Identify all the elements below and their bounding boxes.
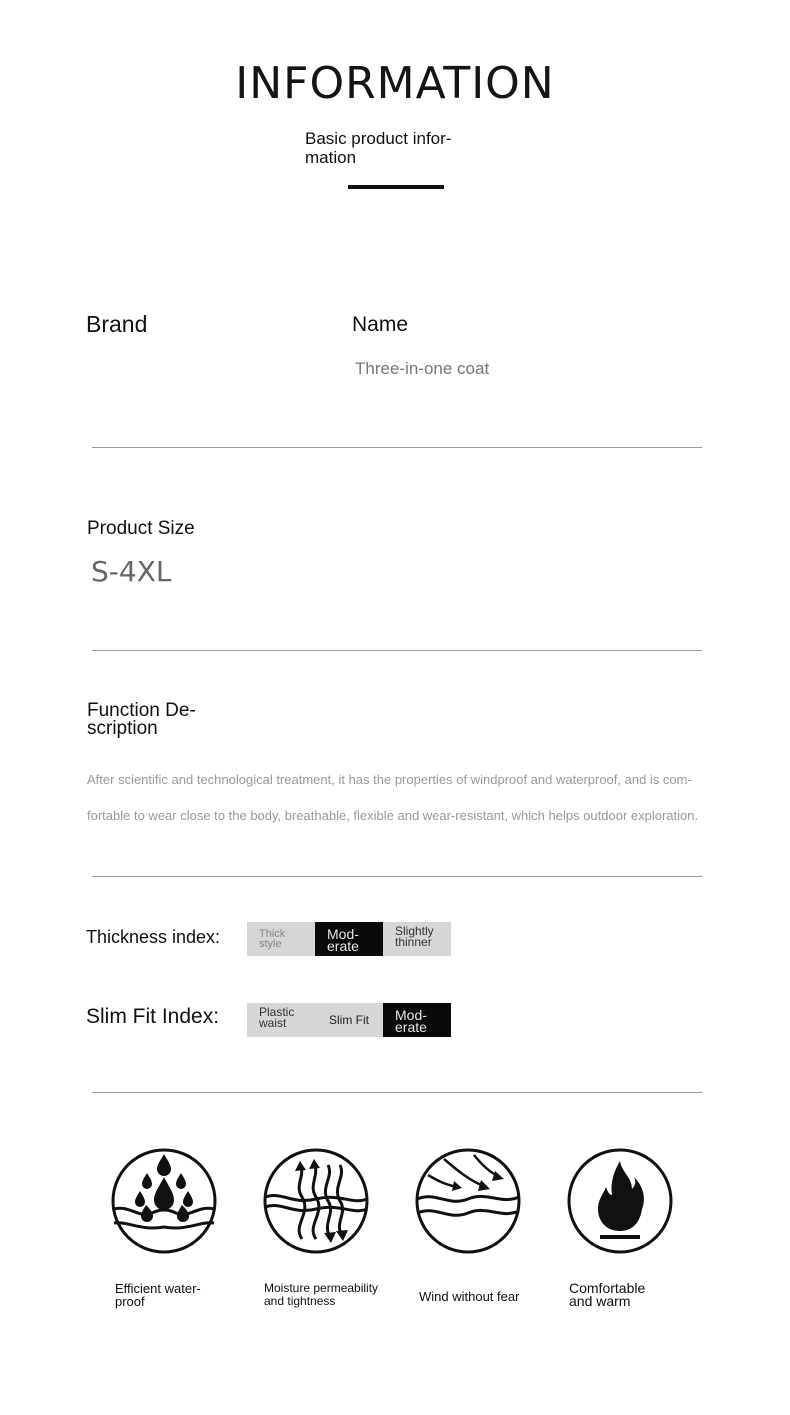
divider — [92, 650, 702, 651]
product-size-label: Product Size — [87, 518, 195, 539]
moisture-permeability-icon — [262, 1147, 370, 1255]
slim-fit-option-moderate-selected: Mod-erate — [383, 1003, 451, 1037]
thickness-index-label: Thickness index: — [86, 927, 221, 947]
slim-fit-option-slim-fit: Slim Fit — [315, 1003, 383, 1037]
thickness-option-moderate-selected: Mod-erate — [315, 922, 383, 956]
waterproof-icon — [110, 1147, 218, 1255]
page-title: INFORMATION — [235, 58, 555, 109]
divider — [92, 447, 702, 448]
feature-label-moisture: Moisture permeability and tightness — [264, 1281, 379, 1308]
slim-fit-index-scale — [247, 1003, 451, 1037]
flame-warm-icon — [566, 1147, 674, 1255]
title-underline — [348, 185, 444, 189]
name-value: Three-in-one coat — [355, 359, 490, 378]
divider — [92, 1092, 702, 1093]
product-size-value: S-4XL — [91, 555, 172, 588]
name-label: Name — [352, 313, 409, 336]
page-subtitle: Basic product infor-mation — [305, 129, 452, 167]
function-description-label: Function De-scription — [87, 700, 196, 739]
thickness-option-thick: Thick style — [247, 922, 315, 956]
windproof-icon — [414, 1147, 522, 1255]
slim-fit-index-label: Slim Fit Index: — [86, 1005, 220, 1028]
thickness-index-scale — [247, 922, 451, 956]
feature-label-waterproof: Efficient water-proof — [115, 1281, 201, 1309]
feature-label-warm: Comfortable and warm — [569, 1280, 646, 1309]
feature-label-wind: Wind without fear — [419, 1289, 520, 1304]
brand-label: Brand — [86, 311, 148, 337]
thickness-option-slightly-thinner: Slightly thinner — [383, 922, 451, 956]
function-description-text: After scientific and technological treatment, it has the properties of windproof and waterproof, and is com-fortable to wear close to the body, breathable, flexible and wear-resistant, which helps outdoor exploration. — [87, 772, 699, 823]
slim-fit-option-plastic-waist: Plastic waist — [247, 1003, 315, 1037]
divider — [92, 876, 702, 877]
